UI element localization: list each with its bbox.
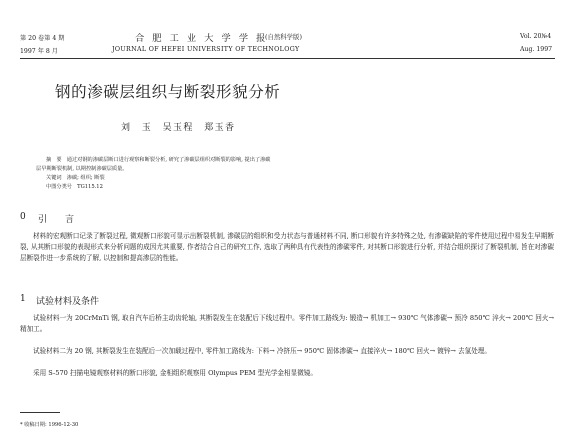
- article-authors: 刘 玉 吴玉程 郑玉香: [121, 123, 236, 133]
- abstract-line-2: 层早期断裂机制, 以期控制渗碳层质量。: [36, 166, 128, 172]
- journal-name-cn: 合 肥 工 业 大 学 学 报: [135, 33, 268, 44]
- date-en: Aug. 1997: [520, 46, 553, 53]
- section-1-title: 试验材料及条件: [36, 297, 100, 307]
- paragraph-method: 采用 S-570 扫描电镜观察材料的断口形貌, 金相组织观察用 Olympus PEM 型光学金相显微镜。: [33, 369, 317, 377]
- volume-issue-cn: 第 20 卷第 4 期: [20, 35, 65, 42]
- section-0-number: 0: [20, 212, 26, 222]
- journal-edition-cn: (自然科学版): [265, 33, 302, 41]
- section-1-number: 1: [20, 294, 26, 304]
- classification-number: 中图分类号 TG115.12: [46, 184, 103, 190]
- footnote-rule: [20, 412, 60, 413]
- header-rule: [20, 58, 555, 59]
- abstract: [36, 156, 306, 192]
- abstract-line-1: 摘 要 通过对钢的渗碳层断口进行观察和断裂分析, 研究了渗碳层组织对断裂的影响, 提出了渗碳: [46, 157, 271, 163]
- section-0-title: 引 言: [38, 215, 75, 225]
- volume-issue-en: Vol. 20№4: [520, 33, 552, 40]
- date-cn: 1997 年 8 月: [20, 48, 58, 55]
- journal-name-en: JOURNAL OF HEFEI UNIVERSITY OF TECHNOLOGY: [112, 46, 300, 53]
- paragraph-intro: 材料的宏观断口记录了断裂过程, 微观断口形貌可显示出断裂机制, 渗碳层的组织和受力状态与普通材料不同, 断口形貌有许多特殊之处, 有渗碳缺陷的零件使用过程中易发生早期断裂, 从其断口形貌的表现形式来分析问题的成因尤其重要, 作者结合自己的研究工作, 选取了两种具有代表性的渗碳零件, 对其断口形貌进行分析, 并结合组织探讨了断裂机制, 旨在对渗碳层断裂作进一步系统的了解, 以控制和提高渗层的性能。: [20, 232, 554, 262]
- article-title: 钢的渗碳层组织与断裂形貌分析: [55, 83, 281, 101]
- footnote-received-date: * 收稿日期: 1996-12-30: [20, 422, 79, 428]
- paragraph-material-1: 试验材料一为 20CrMnTi 钢, 取自汽车后桥主动齿轮轴, 其断裂发生在装配后下线过程中。零件加工路线为: 锻造→ 机加工→ 930℃ 气体渗碳→ 预冷 850℃ 淬火→ 200℃ 回火→ 精加工。: [20, 314, 554, 333]
- paragraph-material-2: 试验材料二为 20 钢, 其断裂发生在装配后一次加载过程中, 零件加工路线为: 下料→ 冷挤压→ 950℃ 固体渗碳→ 直接淬火→ 180℃ 回火→ 镀锌→ 去氢处理。: [33, 347, 491, 355]
- keywords: 关键词 渗碳; 组织; 断裂: [46, 175, 105, 181]
